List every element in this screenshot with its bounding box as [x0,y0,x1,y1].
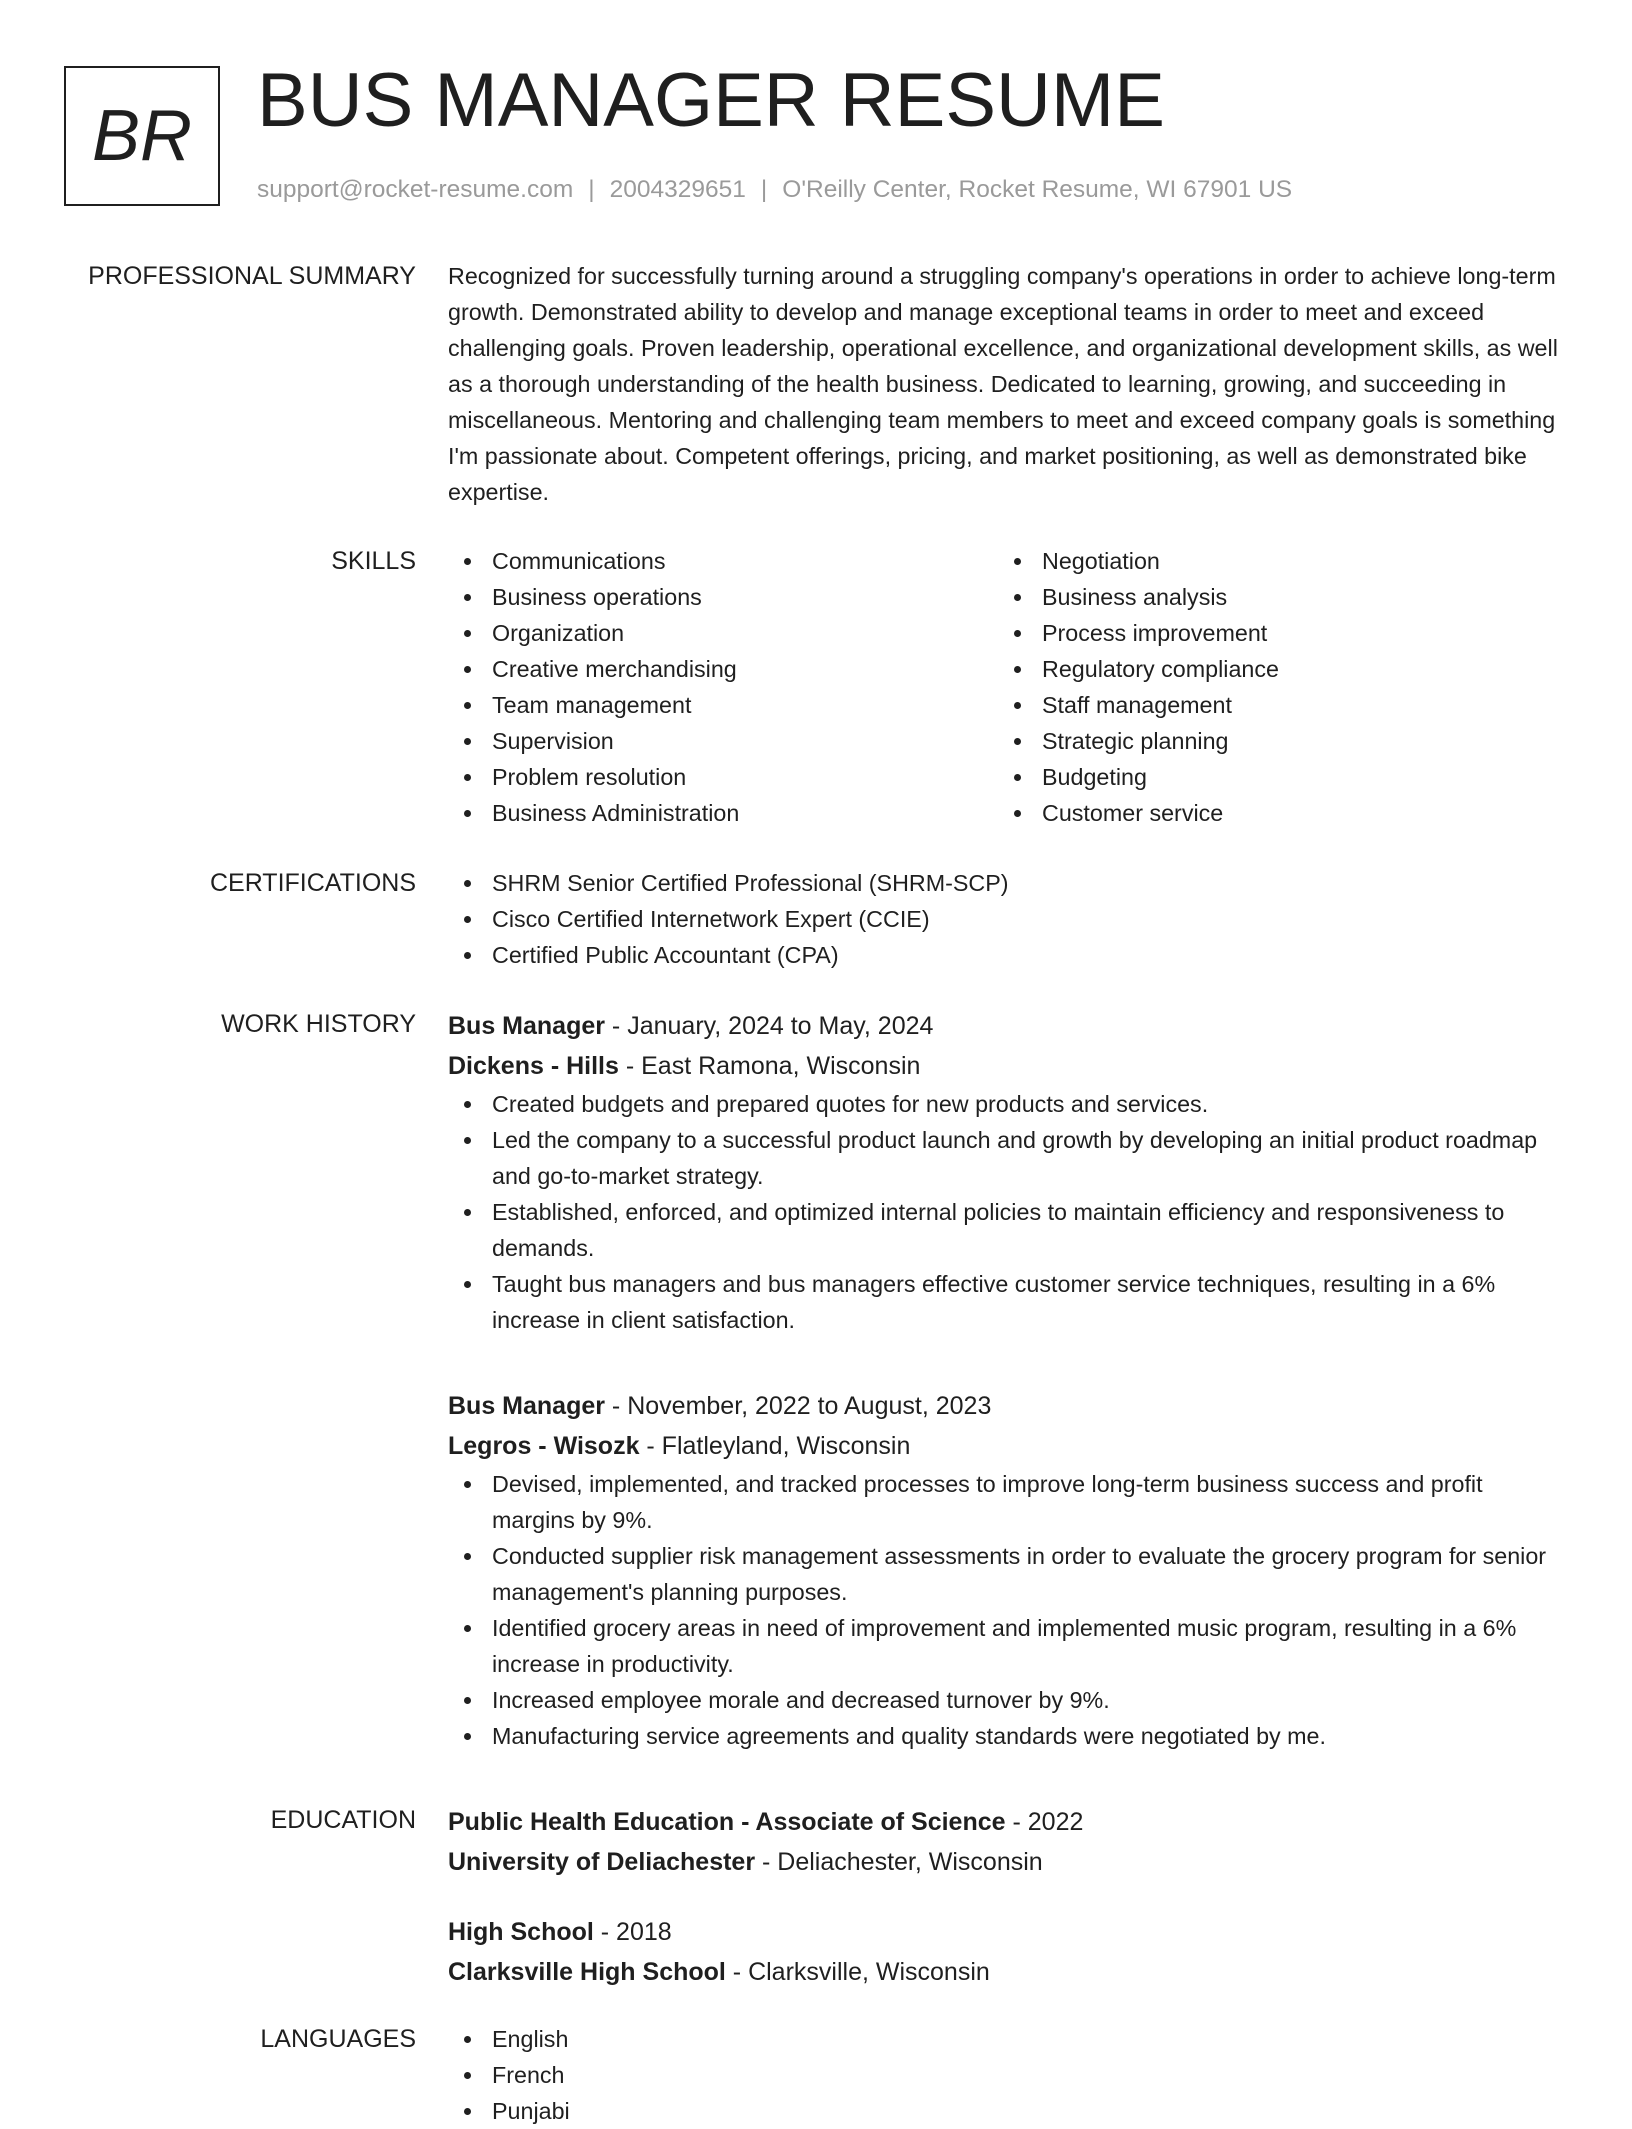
language-item: Punjabi [448,2093,1564,2129]
work-history-body [448,1006,1564,1338]
job-company-line [448,1046,1564,1086]
job-bullet: Identified grocery areas in need of improvement and implemented music program, resulting in a 6% increase in productivity. [448,1610,1564,1682]
job-bullet: Devised, implemented, and tracked processes to improve long-term business success and profit margins by 9%. [448,1466,1564,1538]
contact-line [257,176,1292,204]
skills-column-right [998,543,1548,831]
skill-item: Budgeting [998,759,1548,795]
skill-item: Business operations [448,579,998,615]
section-label: WORK HISTORY [221,1010,416,1038]
education-entry [448,1912,1564,1992]
section-label: CERTIFICATIONS [209,869,416,897]
education-degree-line [448,1912,1564,1952]
job-title-line [448,1006,1564,1046]
education-location: - Deliachester, Wisconsin [755,1848,1043,1876]
job-title: Bus Manager [448,1392,605,1420]
languages-list [448,2021,1564,2129]
job-company-line [448,1426,1564,1466]
job-bullets [448,1466,1564,1754]
skills-column-left [448,543,998,831]
skill-item: Problem resolution [448,759,998,795]
job-bullet: Conducted supplier risk management assessments in order to evaluate the grocery program for senior management's planning purposes. [448,1538,1564,1610]
section-label: SKILLS [331,547,416,575]
skill-item: Negotiation [998,543,1548,579]
education-entry [448,1802,1564,1882]
skill-item: Creative merchandising [448,651,998,687]
contact-separator: | [760,176,768,203]
education-degree: High School [448,1918,594,1946]
contact-separator: | [588,176,595,203]
job-bullet: Created budgets and prepared quotes for new products and services. [448,1086,1564,1122]
skill-item: Organization [448,615,998,651]
job-dates: - January, 2024 to May, 2024 [604,1012,934,1040]
education-school-line [448,1842,1564,1882]
job-entry [448,1386,1564,1754]
education-school-line [448,1952,1564,1992]
section-label: EDUCATION [270,1806,416,1834]
skill-item: Team management [448,687,998,723]
education-year: - 2018 [593,1918,672,1946]
skill-item: Supervision [448,723,998,759]
job-company: Dickens - Hills [448,1052,619,1080]
summary-text: Recognized for successfully turning around a struggling company's operations in order to achieve long-term growth. Demonstrated ability to develop and manage exceptional teams in order to meet and exceed challenging goals. Proven leadership, operational excellence, and organizational development skills, as well as a thorough understanding of the health business. Dedicated to learning, growing, and succeeding in miscellaneous. Mentoring and challenging team members to meet and exceed company goals is something I'm passionate about. Competent offerings, pricing, and market positioning, as well as demonstrated bike expertise. [448,263,1558,505]
certifications-body [448,865,1564,973]
resume-title: BUS MANAGER RESUME [257,58,1165,143]
certification-item: Certified Public Accountant (CPA) [448,937,1564,973]
section-label: LANGUAGES [260,2025,416,2053]
education-body [448,1802,1564,1882]
monogram-initials: BR [91,96,193,176]
education-year: - 2022 [1005,1808,1084,1836]
job-bullet: Increased employee morale and decreased turnover by 9%. [448,1682,1564,1718]
monogram-badge [64,66,220,206]
education-location: - Clarksville, Wisconsin [725,1958,990,1986]
job-title-line [448,1386,1564,1426]
contact-address: O'Reilly Center, Rocket Resume, WI 67901 US [782,176,1293,203]
certifications-list [448,865,1564,973]
skill-item: Staff management [998,687,1548,723]
certification-item: SHRM Senior Certified Professional (SHRM-SCP) [448,865,1564,901]
job-dates: - November, 2022 to August, 2023 [604,1392,992,1420]
education-school: University of Deliachester [448,1848,756,1876]
job-company: Legros - Wisozk [448,1432,640,1460]
skills-list [448,543,1564,831]
education-degree: Public Health Education - Associate of Science [448,1808,1006,1836]
language-item: French [448,2057,1564,2093]
job-bullet: Led the company to a successful product launch and growth by developing an initial product roadmap and go-to-market strategy. [448,1122,1564,1194]
job-entry [448,1006,1564,1338]
job-location: - East Ramona, Wisconsin [618,1052,921,1080]
summary-body [448,258,1564,510]
certification-item: Cisco Certified Internetwork Expert (CCIE) [448,901,1564,937]
job-title: Bus Manager [448,1012,605,1040]
education-body [448,1912,1564,1992]
language-item: English [448,2021,1564,2057]
job-bullet: Established, enforced, and optimized internal policies to maintain efficiency and responsiveness to demands. [448,1194,1564,1266]
skill-item: Business Administration [448,795,998,831]
job-bullet: Taught bus managers and bus managers effective customer service techniques, resulting in a 6% increase in client satisfaction. [448,1266,1564,1338]
skill-item: Customer service [998,795,1548,831]
contact-phone[interactable]: 2004329651 [609,176,746,203]
skill-item: Regulatory compliance [998,651,1548,687]
job-location: - Flatleyland, Wisconsin [639,1432,911,1460]
education-school: Clarksville High School [448,1958,726,1986]
job-bullet: Manufacturing service agreements and quality standards were negotiated by me. [448,1718,1564,1754]
skill-item: Communications [448,543,998,579]
skill-item: Process improvement [998,615,1548,651]
skill-item: Strategic planning [998,723,1548,759]
section-label: PROFESSIONAL SUMMARY [88,262,416,290]
job-bullets [448,1086,1564,1338]
education-degree-line [448,1802,1564,1842]
skill-item: Business analysis [998,579,1548,615]
work-history-body [448,1386,1564,1754]
contact-email[interactable]: support@rocket-resume.com [257,176,574,203]
languages-body [448,2021,1564,2129]
